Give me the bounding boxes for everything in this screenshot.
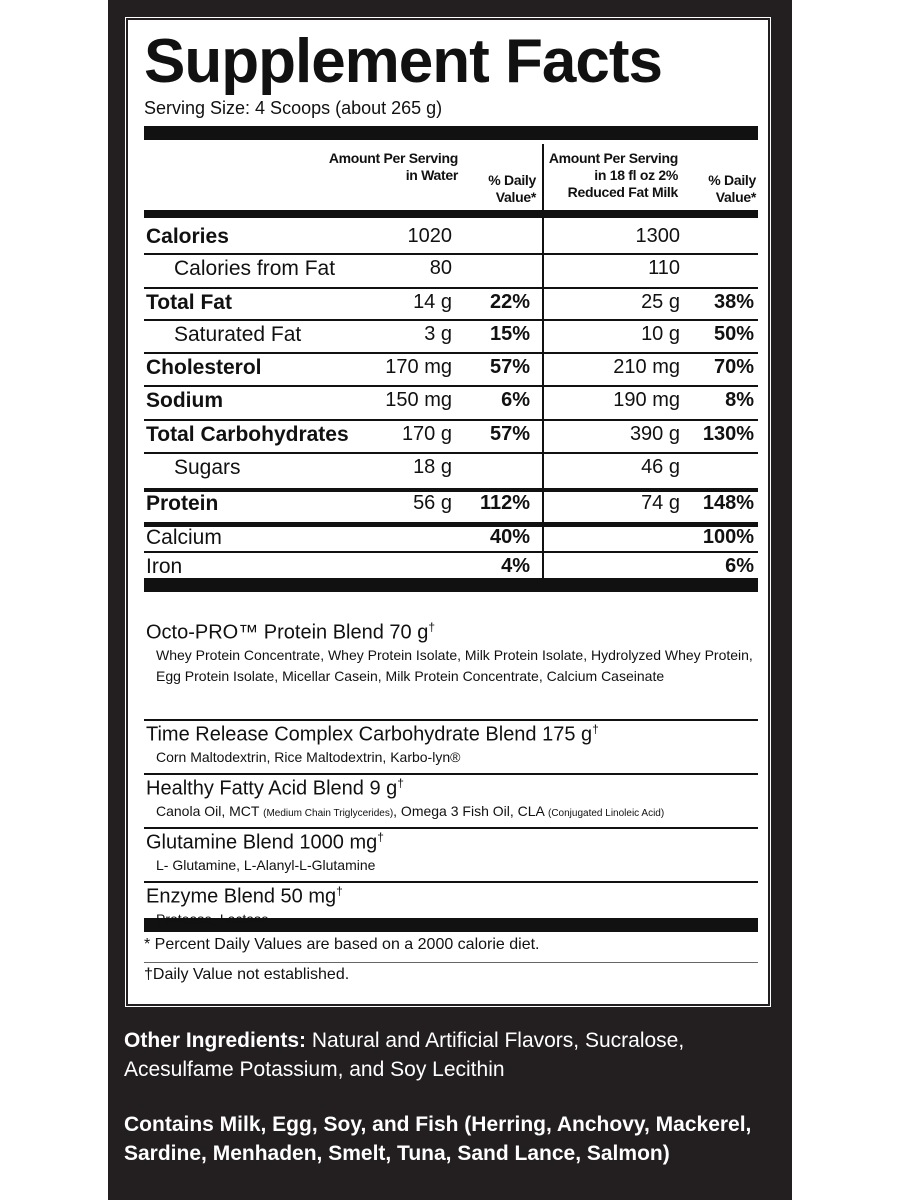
amount-water: 1020: [407, 225, 452, 247]
dagger-mark: †: [377, 830, 384, 844]
product-label-panel: [108, 0, 792, 1200]
nutrient-name: Total Fat: [146, 291, 232, 314]
other-ingredients-text: Natural and Artificial Flavors, Sucralose, Acesulfame Potassium, and Soy Lecithin: [124, 1029, 685, 1081]
dagger-mark: †: [592, 722, 599, 736]
nutrient-name: Calcium: [146, 526, 222, 549]
nutrient-row: [144, 353, 758, 383]
nutrient-name: Sugars: [174, 456, 241, 479]
amount-water: 56 g: [413, 492, 452, 514]
nutrient-name: Calories: [146, 225, 229, 248]
blend-ingredients: Canola Oil, MCT (Medium Chain Triglycerides), Omega 3 Fish Oil, CLA (Conjugated Linoleic Acid): [156, 802, 665, 819]
nutrient-name: Protein: [146, 492, 219, 515]
nutrient-row: [144, 523, 758, 553]
blend-divider: [144, 719, 758, 721]
allergen-statement: Contains Milk, Egg, Soy, and Fish (Herring, Anchovy, Mackerel, Sardine, Menhaden, Smelt, Tuna, Sand Lance, Salmon): [124, 1113, 752, 1165]
dv-milk: 100%: [702, 526, 754, 548]
nutrient-row: [144, 320, 758, 350]
dv-water: 6%: [501, 389, 530, 411]
blend-item: [144, 830, 758, 876]
amount-water: 3 g: [424, 323, 452, 345]
dv-water: 57%: [489, 423, 530, 445]
dv-milk: 50%: [713, 323, 754, 345]
nutrient-name: Calories from Fat: [174, 257, 336, 280]
dv-water: 57%: [489, 356, 530, 378]
header-dv-water: % Daily Value*: [488, 172, 536, 205]
dv-milk: 70%: [713, 356, 754, 378]
nutrient-name: Total Carbohydrates: [146, 423, 349, 446]
dv-milk: 148%: [702, 492, 754, 514]
nutrient-name: Iron: [146, 555, 183, 578]
dagger-mark: †: [428, 620, 436, 634]
footnote-divider: [144, 962, 758, 963]
blend-title: Healthy Fatty Acid Blend 9 g†: [146, 776, 404, 800]
blend-item: [144, 620, 758, 687]
blend-title: Glutamine Blend 1000 mg†: [146, 830, 384, 854]
amount-milk: 10 g: [641, 323, 680, 345]
amount-milk: 46 g: [641, 456, 680, 478]
dv-footnote: * Percent Daily Values are based on a 2000 calorie diet.: [144, 936, 540, 953]
dagger-footnote: †Daily Value not established.: [144, 966, 350, 983]
thick-divider: [144, 126, 758, 140]
blend-divider: [144, 773, 758, 775]
nutrient-row: [144, 420, 758, 450]
header-amount-milk: Amount Per Serving in 18 fl oz 2% Reduced Fat Milk: [548, 150, 678, 200]
nutrient-name: Cholesterol: [146, 356, 262, 379]
blend-title: Time Release Complex Carbohydrate Blend 175 g†: [146, 722, 599, 746]
header-dv-milk: % Daily Value*: [708, 172, 756, 205]
other-ingredients: [124, 1026, 774, 1084]
amount-water: 14 g: [413, 291, 452, 313]
blend-item: [144, 722, 758, 768]
supplement-facts-label: [126, 18, 770, 1006]
nutrient-name: Sodium: [146, 389, 223, 412]
blend-ingredients: L- Glutamine, L-Alanyl-L-Glutamine: [156, 856, 376, 873]
dv-milk: 6%: [725, 555, 754, 577]
blend-ingredients: Corn Maltodextrin, Rice Maltodextrin, Karbo-lyn®: [156, 748, 461, 765]
blend-item: [144, 884, 758, 930]
nutrient-row: [144, 552, 758, 582]
label-title: Supplement Facts: [144, 27, 662, 96]
blend-item: [144, 776, 758, 824]
amount-milk: 210 mg: [613, 356, 680, 378]
dv-water: 112%: [479, 492, 530, 514]
amount-water: 170 g: [401, 423, 452, 445]
dv-water: 4%: [501, 555, 530, 577]
dagger-mark: †: [397, 776, 404, 790]
amount-water: 18 g: [413, 456, 452, 478]
nutrient-row: [144, 386, 758, 416]
blend-title: Enzyme Blend 50 mg†: [146, 884, 343, 908]
other-ingredients-label: Other Ingredients:: [124, 1029, 307, 1052]
dv-milk: 8%: [725, 389, 754, 411]
amount-water: 150 mg: [385, 389, 452, 411]
dagger-mark: †: [336, 884, 343, 898]
nutrient-row: [144, 254, 758, 284]
serving-size: Serving Size: 4 Scoops (about 265 g): [144, 98, 443, 118]
amount-milk: 110: [648, 257, 680, 279]
amount-milk: 1300: [635, 225, 680, 247]
blend-ingredients: Protease, Lactase: [156, 910, 269, 927]
nutrient-name: Saturated Fat: [174, 323, 302, 346]
amount-water: 80: [429, 257, 452, 279]
amount-milk: 74 g: [641, 492, 680, 514]
header-amount-water: Amount Per Serving in Water: [328, 150, 458, 183]
amount-milk: 190 mg: [613, 389, 680, 411]
nutrient-row: [144, 489, 758, 519]
dv-milk: 38%: [713, 291, 754, 313]
amount-water: 170 mg: [385, 356, 452, 378]
dv-milk: 130%: [702, 423, 754, 445]
blend-title: Octo-PRO™ Protein Blend 70 g†: [146, 620, 436, 644]
dv-water: 15%: [489, 323, 530, 345]
blend-divider: [144, 881, 758, 883]
amount-milk: 390 g: [629, 423, 680, 445]
nutrient-row: [144, 288, 758, 318]
nutrient-row: [144, 222, 758, 252]
dv-water: 40%: [489, 526, 530, 548]
blend-ingredients: Whey Protein Concentrate, Whey Protein Isolate, Milk Protein Isolate, Hydrolyzed Whey Protein, Egg Protein Isolate, Micellar Casein, Milk Protein Concentrate, Calcium Caseinate: [156, 646, 753, 684]
amount-milk: 25 g: [641, 291, 680, 313]
blend-divider: [144, 827, 758, 829]
dv-water: 22%: [489, 291, 530, 313]
nutrient-row: [144, 453, 758, 483]
header-divider: [144, 210, 758, 218]
